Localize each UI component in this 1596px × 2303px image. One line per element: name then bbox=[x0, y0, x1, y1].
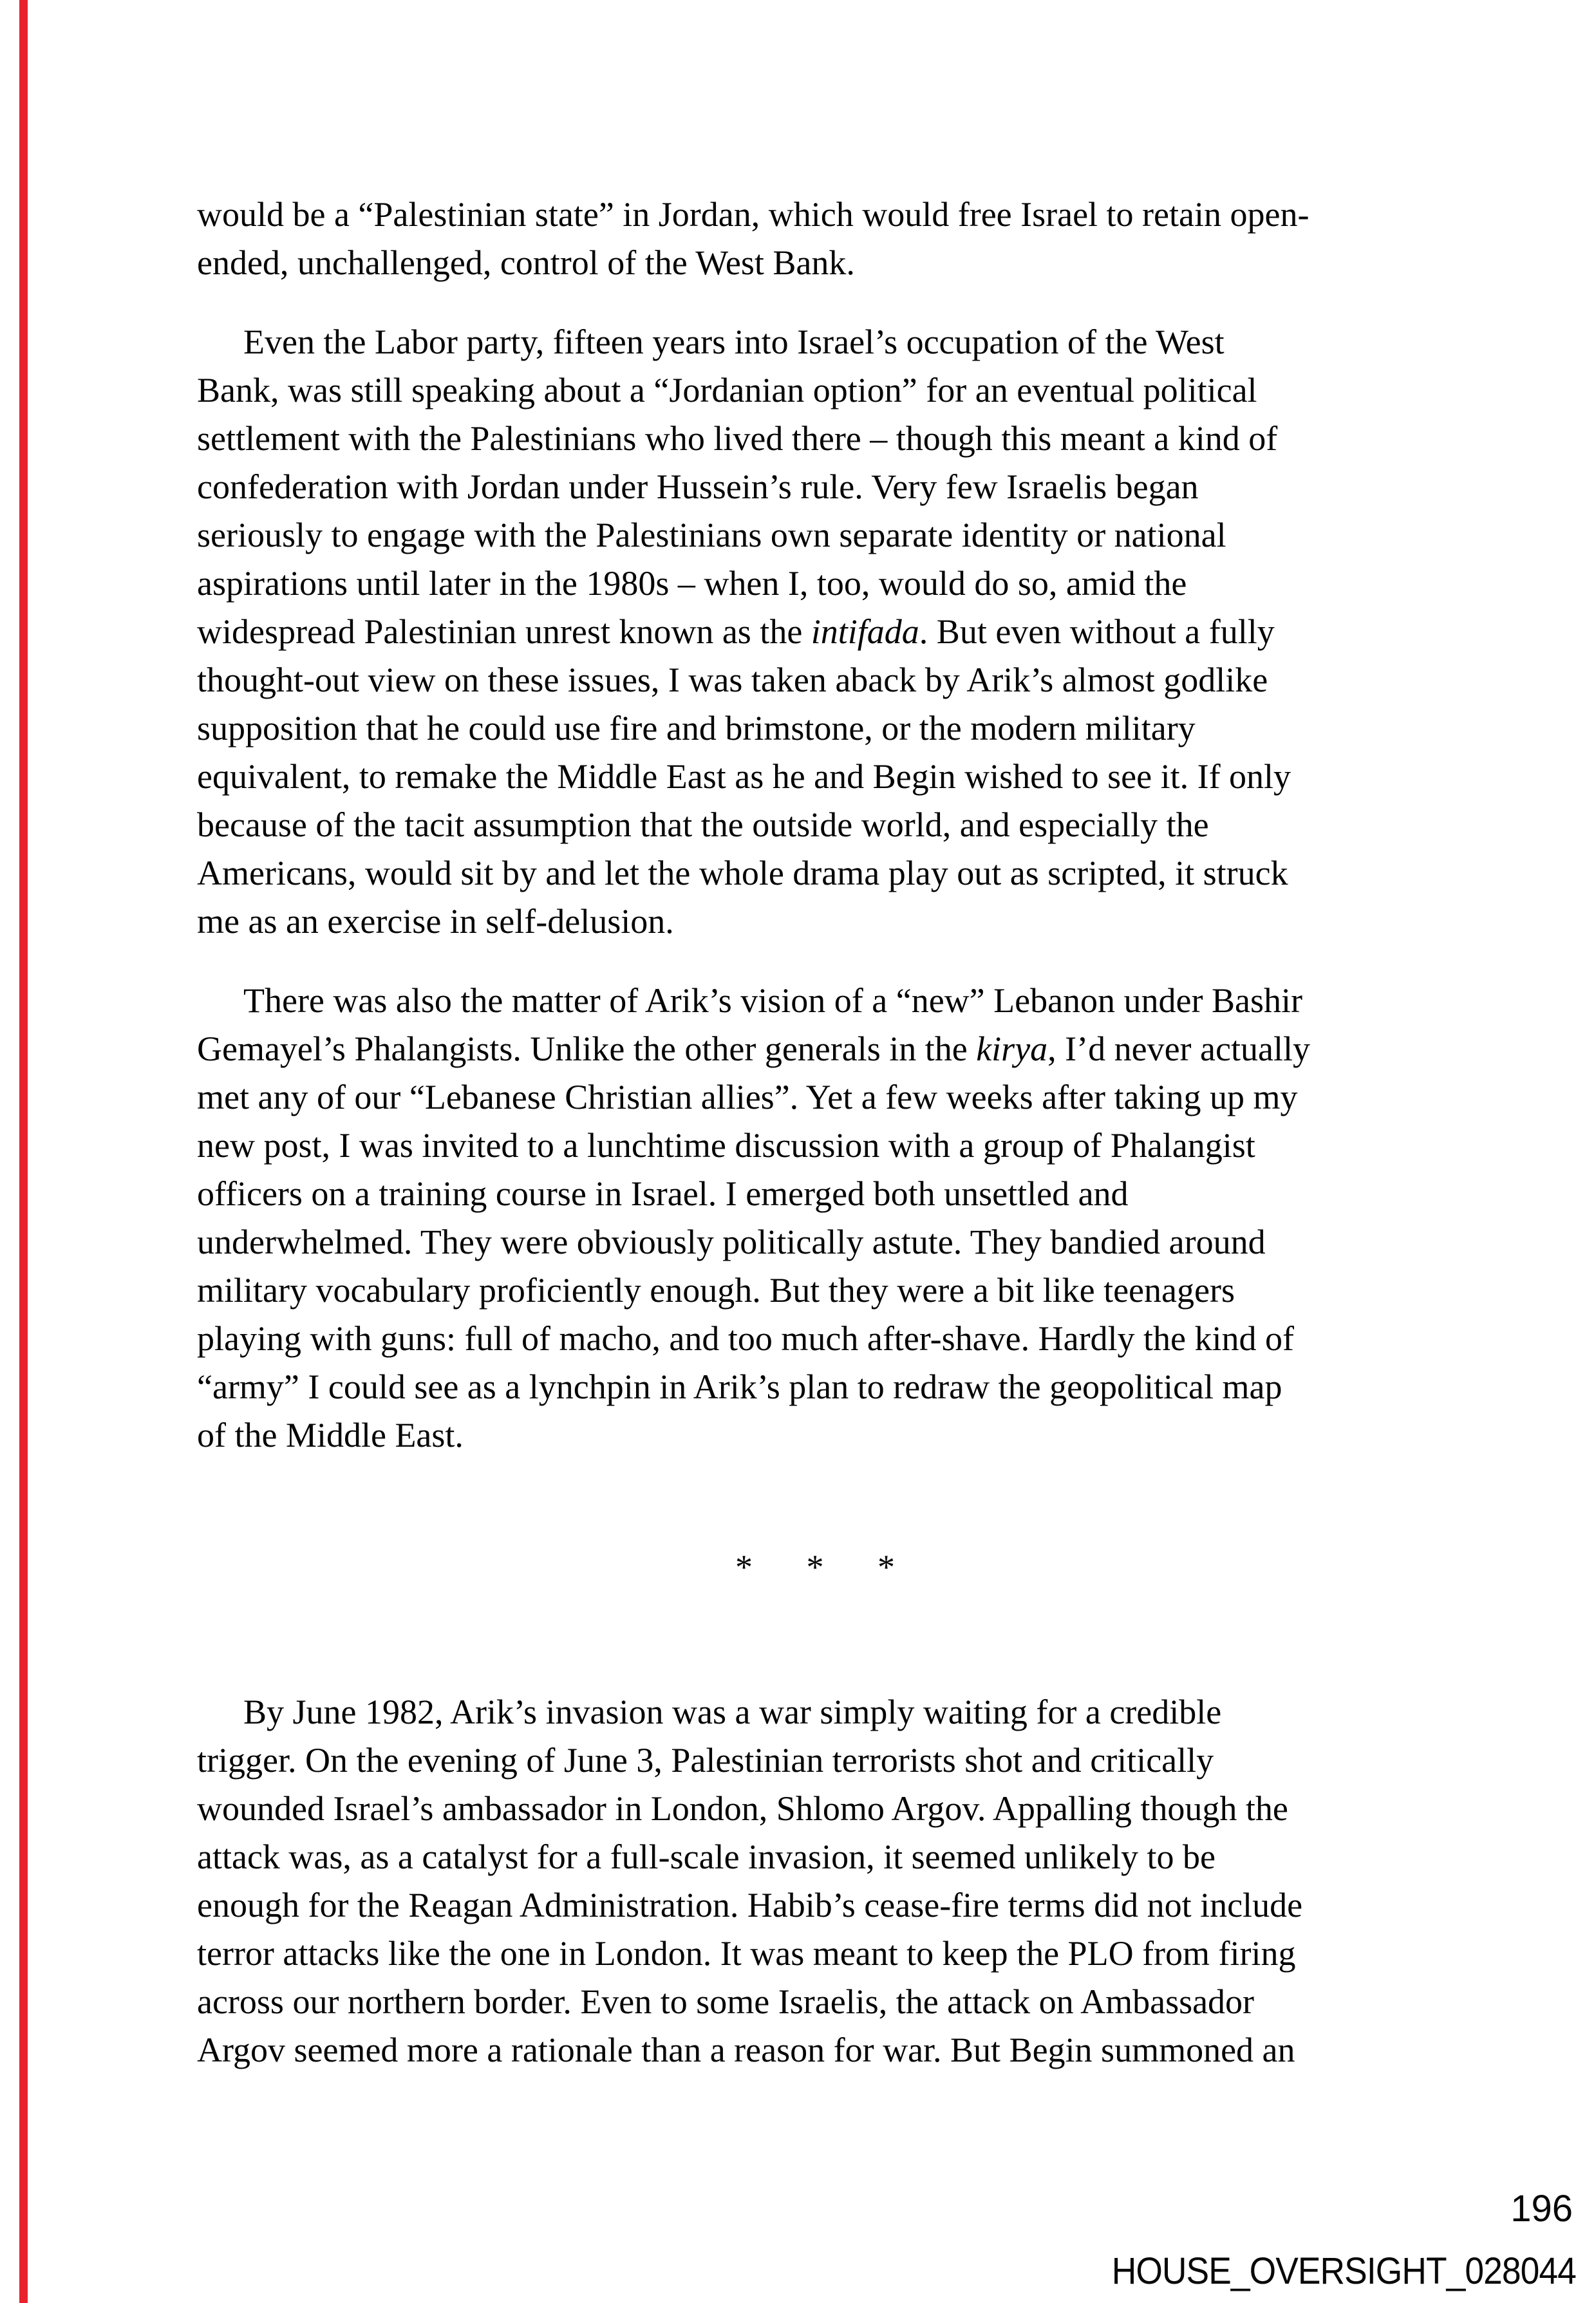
text-run: . But even without a fully bbox=[919, 612, 1275, 651]
text-line bbox=[197, 366, 1433, 415]
text-run: seriously to engage with the Palestinians own separate identity or national bbox=[197, 516, 1226, 554]
text-line bbox=[197, 801, 1433, 849]
text-run: equivalent, to remake the Middle East as he and Begin wished to see it. If only bbox=[197, 757, 1291, 796]
text-line bbox=[197, 1930, 1433, 1978]
text-run: settlement with the Palestinians who lived there – though this meant a kind of bbox=[197, 419, 1278, 458]
text-run: met any of our “Lebanese Christian allies”. Yet a few weeks after taking up my bbox=[197, 1078, 1298, 1116]
text-line bbox=[197, 559, 1433, 608]
text-line bbox=[197, 2026, 1433, 2074]
text-line bbox=[197, 1978, 1433, 2026]
paragraph bbox=[197, 318, 1433, 946]
text-run: officers on a training course in Israel. I emerged both unsettled and bbox=[197, 1174, 1129, 1213]
text-line bbox=[197, 511, 1433, 559]
text-line bbox=[197, 1881, 1433, 1930]
text-run: aspirations until later in the 1980s – when I, too, would do so, amid the bbox=[197, 564, 1187, 603]
bates-stamp: HOUSE_OVERSIGHT_028044 bbox=[1111, 2250, 1576, 2292]
text-run: ended, unchallenged, control of the West Bank. bbox=[197, 243, 855, 282]
text-run: Gemayel’s Phalangists. Unlike the other generals in the bbox=[197, 1029, 977, 1068]
text-line bbox=[197, 318, 1433, 366]
text-line bbox=[197, 753, 1433, 801]
paragraph bbox=[197, 1688, 1433, 2074]
text-line bbox=[197, 849, 1433, 898]
text-run: Americans, would sit by and let the whole drama play out as scripted, it struck bbox=[197, 854, 1288, 892]
text-line bbox=[197, 1122, 1433, 1170]
text-run: , I’d never actually bbox=[1047, 1029, 1310, 1068]
text-run: would be a “Palestinian state” in Jordan, which would free Israel to retain open- bbox=[197, 195, 1310, 234]
text-run: terror attacks like the one in London. It was meant to keep the PLO from firing bbox=[197, 1934, 1296, 1973]
page-number: 196 bbox=[1510, 2188, 1573, 2230]
text-line bbox=[197, 1218, 1433, 1266]
text-line bbox=[197, 608, 1433, 656]
body-text bbox=[197, 191, 1433, 2074]
text-run: because of the tacit assumption that the outside world, and especially the bbox=[197, 805, 1209, 844]
text-run: widespread Palestinian unrest known as the bbox=[197, 612, 811, 651]
text-line bbox=[197, 1266, 1433, 1315]
italic-text-run: intifada bbox=[811, 612, 919, 651]
text-line bbox=[197, 463, 1433, 511]
text-line bbox=[197, 415, 1433, 463]
text-run: Even the Labor party, fifteen years into Israel’s occupation of the West bbox=[243, 323, 1225, 361]
text-run: Argov seemed more a rationale than a reason for war. But Begin summoned an bbox=[197, 2031, 1295, 2069]
text-run: Bank, was still speaking about a “Jordanian option” for an eventual political bbox=[197, 371, 1257, 409]
text-line bbox=[197, 1315, 1433, 1363]
text-line bbox=[197, 1736, 1433, 1785]
text-run: underwhelmed. They were obviously politically astute. They bandied around bbox=[197, 1223, 1266, 1261]
text-line bbox=[197, 1363, 1433, 1411]
red-margin-line bbox=[19, 0, 28, 2303]
text-line bbox=[197, 898, 1433, 946]
paragraph bbox=[197, 977, 1433, 1460]
text-run: confederation with Jordan under Hussein’s rule. Very few Israelis began bbox=[197, 467, 1199, 506]
text-line bbox=[197, 1073, 1433, 1122]
text-run: playing with guns: full of macho, and too much after-shave. Hardly the kind of bbox=[197, 1319, 1295, 1358]
text-run: of the Middle East. bbox=[197, 1416, 464, 1454]
text-run: new post, I was invited to a lunchtime discussion with a group of Phalangist bbox=[197, 1126, 1255, 1165]
text-run: By June 1982, Arik’s invasion was a war simply waiting for a credible bbox=[243, 1693, 1222, 1731]
text-line bbox=[197, 191, 1433, 239]
text-run: attack was, as a catalyst for a full-scale invasion, it seemed unlikely to be bbox=[197, 1838, 1216, 1876]
section-break-asterisks: * * * bbox=[735, 1548, 895, 1586]
text-run: military vocabulary proficiently enough. But they were a bit like teenagers bbox=[197, 1271, 1235, 1310]
text-run: thought-out view on these issues, I was taken aback by Arik’s almost godlike bbox=[197, 661, 1268, 699]
text-run: wounded Israel’s ambassador in London, Shlomo Argov. Appalling though the bbox=[197, 1789, 1288, 1828]
italic-text-run: kirya bbox=[976, 1029, 1048, 1068]
text-run: me as an exercise in self-delusion. bbox=[197, 902, 674, 941]
text-run: trigger. On the evening of June 3, Palestinian terrorists shot and critically bbox=[197, 1741, 1214, 1780]
text-run: enough for the Reagan Administration. Habib’s cease-fire terms did not include bbox=[197, 1886, 1303, 1924]
text-line bbox=[197, 1170, 1433, 1218]
paragraph bbox=[197, 191, 1433, 287]
text-run: “army” I could see as a lynchpin in Arik’s plan to redraw the geopolitical map bbox=[197, 1368, 1282, 1406]
text-line bbox=[197, 1025, 1433, 1073]
text-line bbox=[197, 1688, 1433, 1736]
text-line bbox=[197, 704, 1433, 753]
text-line bbox=[197, 1785, 1433, 1833]
text-line bbox=[197, 239, 1433, 287]
text-run: across our northern border. Even to some Israelis, the attack on Ambassador bbox=[197, 1982, 1255, 2021]
text-line bbox=[197, 656, 1433, 704]
text-run: supposition that he could use fire and brimstone, or the modern military bbox=[197, 709, 1196, 747]
text-line bbox=[197, 1411, 1433, 1460]
text-run: There was also the matter of Arik’s vision of a “new” Lebanon under Bashir bbox=[243, 981, 1302, 1020]
text-line bbox=[197, 977, 1433, 1025]
text-line bbox=[197, 1833, 1433, 1881]
